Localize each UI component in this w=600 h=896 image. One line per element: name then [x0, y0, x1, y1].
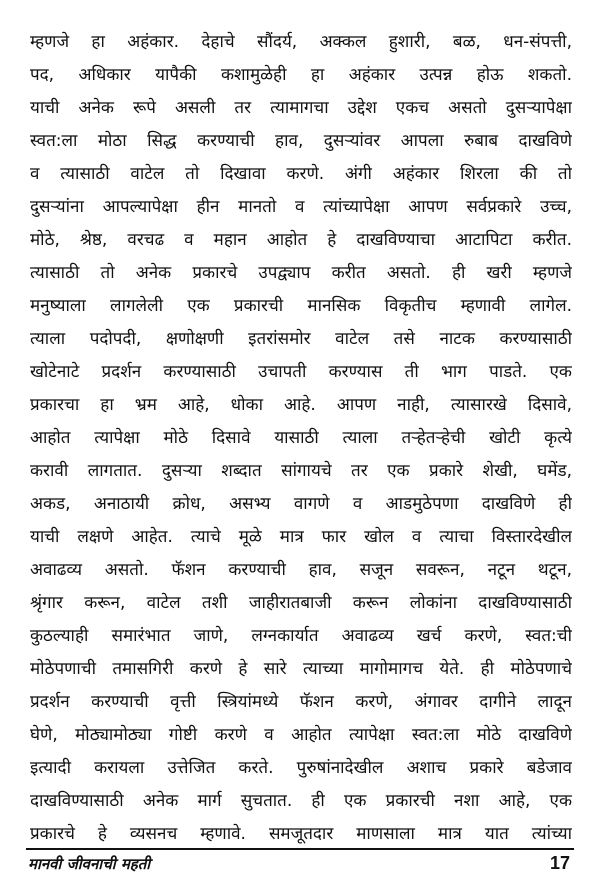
text-line: अवाढव्य असतो. फॅशन करण्याची हाव, सजून सवरून, नटून थटून, [30, 560, 572, 580]
text-line: म्हणजे हा अहंकार. देहाचे सौंदर्य, अक्कल हुशारी, बळ, धन-संपत्ती, [30, 32, 572, 52]
text-line: दुसऱ्यांना आपल्यापेक्षा हीन मानतो व त्यांच्यापेक्षा आपण सर्वप्रकारे उच्च, [30, 197, 572, 217]
text-line: याची अनेक रूपे असली तर त्यामागचा उद्देश एकच असतो दुसऱ्यापेक्षा [30, 98, 572, 118]
text-line: खोटेनाटे प्रदर्शन करण्यासाठी उचापती करण्यास ती भाग पाडते. एक [30, 362, 572, 382]
text-line: मोठे, श्रेष्ठ, वरचढ व महान आहोत हे दाखविण्याचा आटापिटा करीत. [30, 230, 572, 250]
text-line: प्रकारचा हा भ्रम आहे, धोका आहे. आपण नाही, त्यासारखे दिसावे, [30, 395, 572, 415]
text-line: व त्यासाठी वाटेल तो दिखावा करणे. अंगी अहंकार शिरला की तो [30, 164, 572, 184]
text-line: मोठेपणाची तमासगिरी करणे हे सारे त्याच्या मागोमागच येते. ही मोठेपणाचे [30, 659, 572, 679]
text-line: त्यासाठी तो अनेक प्रकारचे उपद्व्याप करीत असतो. ही खरी म्हणजे [30, 263, 572, 283]
text-line: कुठल्याही समारंभात जाणे, लग्नकार्यात अवाढव्य खर्च करणे, स्वत:ची [30, 626, 572, 646]
text-line: मनुष्याला लागलेली एक प्रकारची मानसिक विकृतीच म्हणावी लागेल. [30, 296, 572, 316]
text-line: याची लक्षणे आहेत. त्याचे मूळे मात्र फार खोल व त्याचा विस्तारदेखील [30, 527, 572, 547]
text-line: दाखविण्यासाठी अनेक मार्ग सुचतात. ही एक प्रकारची नशा आहे, एक [30, 791, 572, 811]
text-line: स्वत:ला मोठा सिद्ध करण्याची हाव, दुसऱ्यांवर आपला रुबाब दाखविणे [30, 131, 572, 151]
text-line: आहोत त्यापेक्षा मोठे दिसावे यासाठी त्याला तऱ्हेतऱ्हेची खोटी कृत्ये [30, 428, 572, 448]
footer-book-title: मानवी जीवनाची महती [28, 855, 151, 873]
text-line: इत्यादी करायला उत्तेजित करते. पुरुषांनादेखील अशाच प्रकारे बडेजाव [30, 758, 572, 778]
text-line: करावी लागतात. दुसऱ्या शब्दात सांगायचे तर एक प्रकारे शेखी, घमेंड, [30, 461, 572, 481]
text-line: घेणे, मोठ्यामोठ्या गोष्टी करणे व आहोत त्यापेक्षा स्वत:ला मोठे दाखविणे [30, 725, 572, 745]
page-number: 17 [549, 853, 570, 873]
footer-divider [26, 848, 574, 850]
text-line: प्रदर्शन करण्याची वृत्ती स्त्रियांमध्ये फॅशन करणे, अंगावर दागीने लादून [30, 692, 572, 712]
text-line: त्याला पदोपदी, क्षणोक्षणी इतरांसमोर वाटेल तसे नाटक करण्यासाठी [30, 329, 572, 349]
text-line: प्रकारचे हे व्यसनच म्हणावे. समजूतदार माणसाला मात्र यात त्यांच्या [30, 824, 572, 844]
text-line: अकड, अनाठायी क्रोध, असभ्य वागणे व आडमुठेपणा दाखविणे ही [30, 494, 572, 514]
text-line: श्रृंगार करून, वाटेल तशी जाहीरातबाजी करून लोकांना दाखविण्यासाठी [30, 593, 572, 613]
page-body-text [30, 26, 572, 851]
text-line: पद, अधिकार यापैकी कशामुळेही हा अहंकार उत्पन्न होऊ शकतो. [30, 65, 572, 85]
